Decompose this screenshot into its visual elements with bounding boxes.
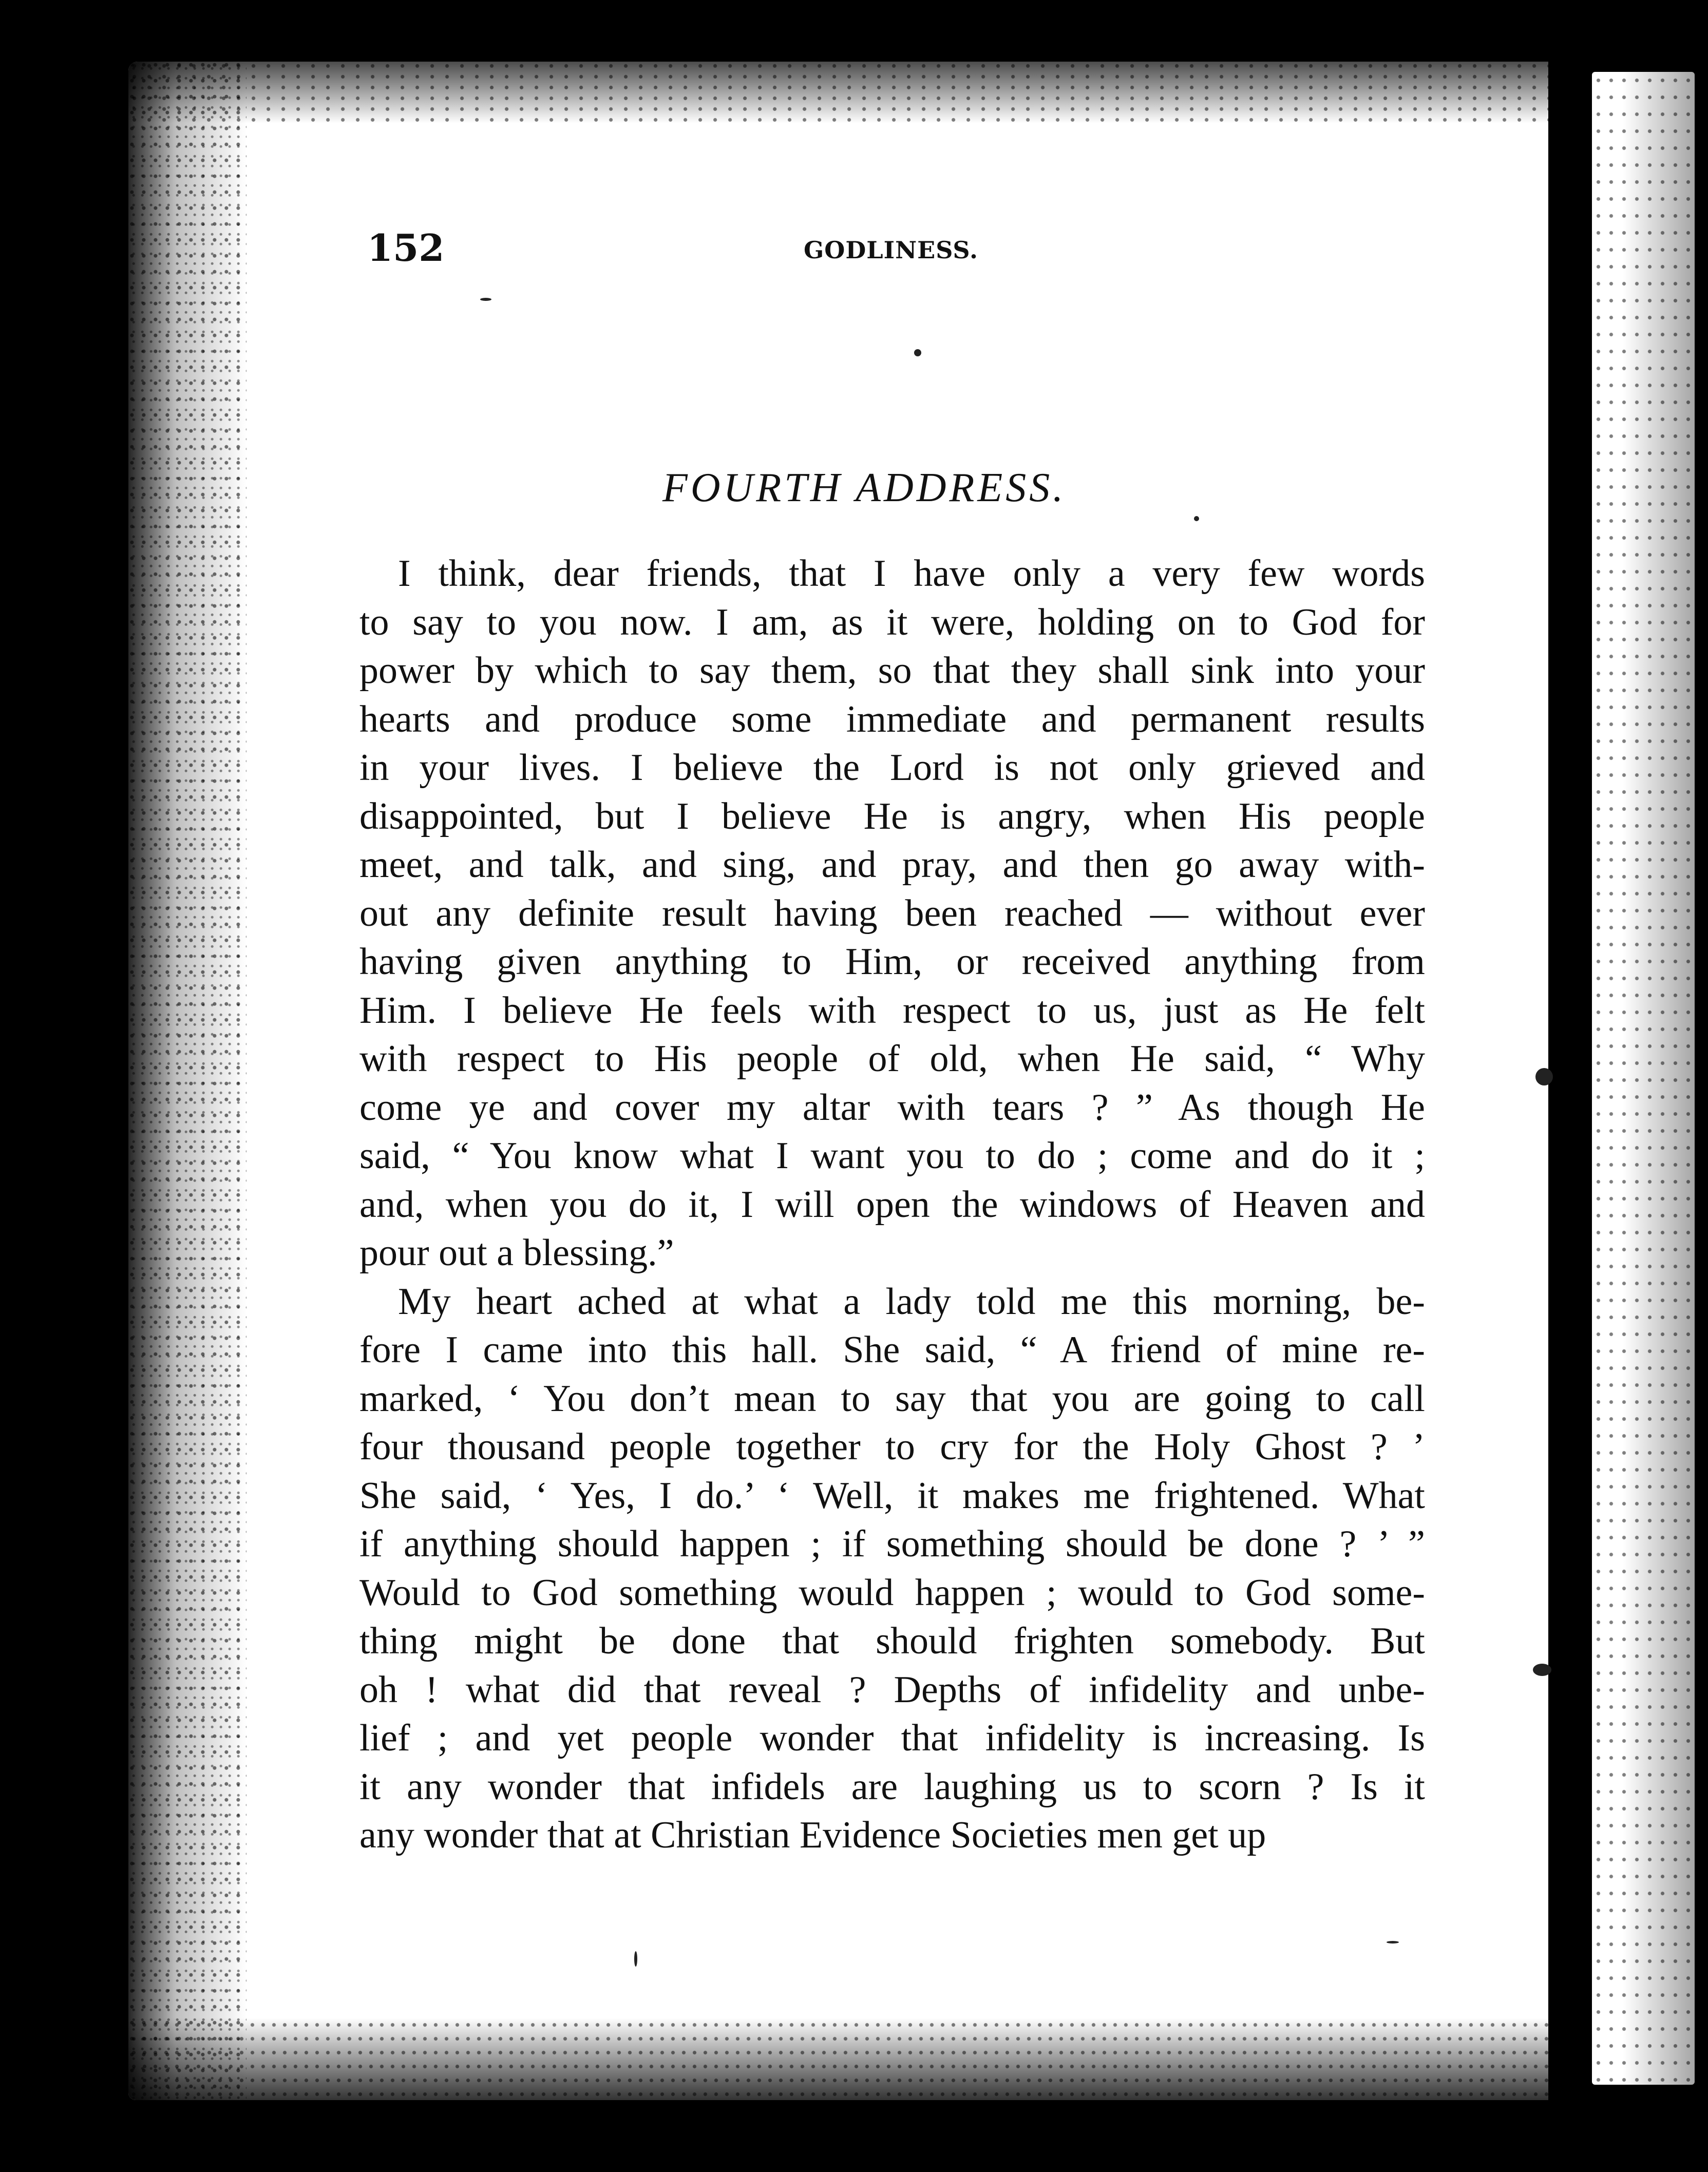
page-edge-shadow-bottom: [128, 2018, 1582, 2100]
text-line: I think, dear friends, that I have only a very few words: [398, 552, 1425, 595]
text-line: She said, ‘ Yes, I do.’ ‘ Well, it makes me frightened. What: [359, 1474, 1425, 1517]
text-line: pour out a blessing.”: [359, 1232, 674, 1274]
text-line: in your lives. I believe the Lord is not only grieved and: [359, 747, 1425, 789]
text-line: Would to God something would happen ; would to God some-: [359, 1571, 1425, 1614]
text-line: four thousand people together to cry for the Holy Ghost ? ’: [359, 1426, 1425, 1468]
adjacent-page-edge: [1592, 72, 1695, 2085]
text-line: and, when you do it, I will open the windows of Heaven and: [359, 1183, 1425, 1226]
running-title: GODLINESS.: [804, 236, 979, 264]
text-line: lief ; and yet people wonder that infidelity is increasing. Is: [359, 1717, 1425, 1759]
running-head: [367, 226, 1035, 277]
paragraph: [359, 1278, 1425, 1860]
text-line: thing might be done that should frighten somebody. But: [359, 1620, 1425, 1662]
book-gutter: [1548, 62, 1592, 2100]
text-line: out any definite result having been reached — without ever: [359, 892, 1425, 935]
text-line: hearts and produce some immediate and permanent results: [359, 698, 1425, 740]
text-line: meet, and talk, and sing, and pray, and then go away with-: [359, 844, 1425, 886]
section-title: FOURTH ADDRESS.: [662, 465, 1067, 510]
page-edge-shadow-top: [128, 62, 1582, 123]
text-line: disappointed, but I believe He is angry, when His people: [359, 795, 1425, 837]
text-line: come ye and cover my altar with tears ? ” As though He: [359, 1086, 1425, 1129]
page-number: 152: [367, 226, 445, 270]
text-line: having given anything to Him, or received anything from: [359, 941, 1425, 983]
text-line: any wonder that at Christian Evidence Societies men get up: [359, 1814, 1266, 1856]
text-line: My heart ached at what a lady told me this morning, be-: [398, 1280, 1425, 1323]
scan-speck: [1535, 1068, 1553, 1085]
scan-speck: [1387, 1941, 1399, 1944]
text-line: Him. I believe He feels with respect to us, just as He felt: [359, 989, 1425, 1032]
text-line: power by which to say them, so that they shall sink into your: [359, 650, 1425, 692]
text-line: if anything should happen ; if something should be done ? ’ ”: [359, 1523, 1425, 1565]
text-line: with respect to His people of old, when He said, “ Why: [359, 1038, 1425, 1080]
text-line: fore I came into this hall. She said, “ A friend of mine re-: [359, 1329, 1425, 1371]
scan-speck: [914, 349, 921, 356]
text-line: to say to you now. I am, as it were, holding on to God for: [359, 601, 1425, 643]
scan-speck: [1194, 516, 1199, 521]
scan-speck: [480, 298, 491, 301]
paragraph: [359, 549, 1425, 1278]
body-text: [359, 549, 1425, 1860]
text-line: marked, ‘ You don’t mean to say that you are going to call: [359, 1377, 1425, 1420]
text-line: said, “ You know what I want you to do ; come and do it ;: [359, 1135, 1425, 1177]
scan-speck: [1533, 1664, 1551, 1676]
text-line: it any wonder that infidels are laughing us to scorn ? Is it: [359, 1765, 1425, 1808]
page-edge-shadow-left: [128, 62, 246, 2100]
text-line: oh ! what did that reveal ? Depths of infidelity and unbe-: [359, 1668, 1425, 1711]
scan-speck: [634, 1951, 637, 1967]
